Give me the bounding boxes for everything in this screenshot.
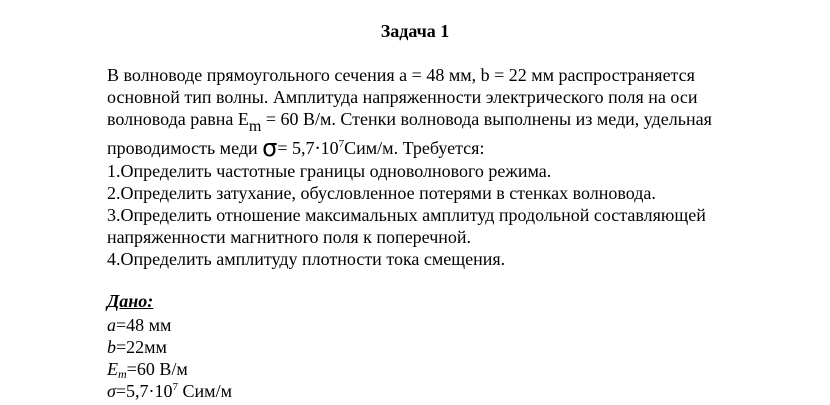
task-2: 2.Определить затухание, обусловленное потерями в стенках волновода. <box>107 183 656 203</box>
given-b-symbol: b <box>107 337 116 357</box>
given-e-subscript: m <box>118 367 127 381</box>
problem-title: Задача 1 <box>380 21 450 41</box>
conductivity-exponent: 7 <box>338 138 345 150</box>
statement-line-4-pre: проводимость меди <box>107 138 263 158</box>
given-sigma-symbol: σ <box>107 381 116 401</box>
given-sigma-value: =5,7·10 <box>115 381 173 401</box>
statement-line-1: В волноводе прямоугольного сечения a = 48 мм, b = 22 мм распространяется <box>107 65 695 85</box>
given-sigma-unit: Сим/м <box>178 381 232 401</box>
given-a-symbol: a <box>107 315 116 335</box>
given-sigma <box>107 380 232 402</box>
task-4: 4.Определить амплитуду плотности тока смещения. <box>107 249 506 269</box>
conductivity-value: = 5,7⋅10 <box>277 138 339 158</box>
task-1: 1.Определить частотные границы одноволнового режима. <box>107 161 552 181</box>
statement-line-4 <box>107 134 485 162</box>
given-e-symbol: E <box>107 359 118 379</box>
given-e-value: =60 В/м <box>126 359 188 379</box>
given-heading: Дано: <box>107 291 154 311</box>
statement-line-2: основной тип волны. Амплитуда напряженности электрического поля на оси <box>107 87 698 107</box>
statement-line-4-post: Сим/м. Требуется: <box>344 138 485 158</box>
em-subscript: m <box>248 118 262 135</box>
statement-line-3 <box>107 108 712 138</box>
sigma-symbol: σ <box>262 134 278 162</box>
task-3: 3.Определить отношение максимальных амплитуд продольной составляющей <box>107 205 706 225</box>
given-a <box>107 314 171 336</box>
given-b-value: =22мм <box>116 337 167 357</box>
statement-line-3-pre: волновода равна E <box>107 109 249 129</box>
given-a-value: =48 мм <box>116 315 172 335</box>
given-sigma-exponent: 7 <box>172 381 179 393</box>
given-b <box>107 336 167 358</box>
task-3-cont: напряженности магнитного поля к поперечной. <box>107 227 472 247</box>
statement-line-3-post: = 60 В/м. Стенки волновода выполнены из меди, удельная <box>261 109 712 129</box>
